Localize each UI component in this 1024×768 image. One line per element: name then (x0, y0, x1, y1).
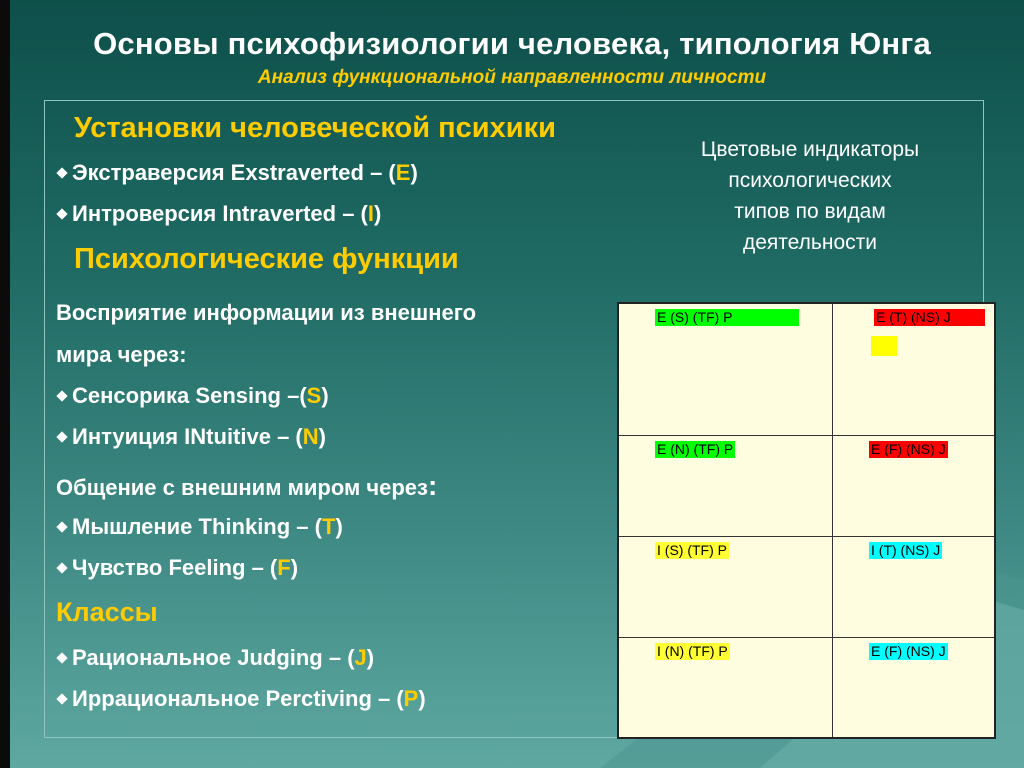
letter-i: I (367, 201, 374, 226)
heading-classes: Классы (56, 597, 158, 627)
bullet-text: Чувство Feeling – ( (72, 555, 278, 580)
bullet-extraversion (56, 160, 418, 186)
grid-cell-r1c2: E (T) (NS) J (874, 309, 985, 326)
note-line-4: деятельности (743, 231, 877, 254)
grid-cell-r4c1: I (N) (TF) P (657, 643, 728, 659)
bullet-end: ) (290, 555, 299, 580)
bullet-end: ) (418, 686, 426, 711)
bullet-end: ) (366, 645, 375, 670)
note-line-1: Цветовые индикаторы (700, 138, 920, 161)
letter-n: N (302, 424, 319, 449)
bullet-text: Мышление Thinking – ( (72, 514, 322, 539)
bullet-text: Иррациональное Perctiving – ( (72, 686, 404, 711)
diamond-icon (56, 693, 67, 704)
grid-cell-r2c2: E (F) (NS) J (871, 441, 946, 457)
bullet-text: Сенсорика Sensing –( (72, 383, 307, 408)
grid-divider-row-3 (619, 637, 994, 638)
bullet-end: ) (321, 383, 329, 408)
diamond-icon (56, 390, 67, 401)
bullet-perceiving (56, 686, 426, 712)
bullet-text: Рациональное Judging – ( (72, 645, 355, 670)
grid-cell-r3c1: I (S) (TF) P (657, 542, 727, 558)
letter-t: T (321, 514, 336, 539)
bullet-intuitive (56, 424, 326, 450)
diamond-icon (56, 652, 67, 663)
grid-cell-r1c1: E (S) (TF) P (655, 309, 799, 326)
letter-e: E (395, 160, 411, 185)
bullet-introversion (56, 201, 381, 227)
diamond-icon (56, 521, 67, 532)
color-indicators-note (660, 134, 960, 258)
letter-f: F (277, 555, 291, 580)
bullet-end: ) (410, 160, 418, 185)
bullet-end: ) (335, 514, 343, 539)
communication-text: Общение с внешним миром через (56, 475, 428, 500)
diamond-icon (56, 562, 67, 573)
bullet-text: Интроверсия Intraverted – ( (72, 201, 368, 226)
bullet-sensing (56, 383, 329, 409)
letter-p: P (403, 686, 419, 711)
bullet-end: ) (374, 201, 382, 226)
yellow-indicator-block (871, 336, 897, 356)
slide-title: Основы психофизиологии человека, типология Юнга (93, 26, 931, 61)
diamond-icon (56, 431, 67, 442)
letter-j: J (354, 645, 367, 670)
bullet-text: Интуиция INtuitive – ( (72, 424, 303, 449)
perception-line-2: мира через: (56, 342, 187, 367)
grid-cell-r4c2: E (F) (NS) J (871, 643, 946, 659)
bullet-judging (56, 645, 374, 671)
grid-divider-vertical (832, 304, 833, 737)
heading-functions: Психологические функции (74, 243, 459, 275)
communication-line (56, 470, 437, 502)
bullet-feeling (56, 555, 298, 581)
bullet-thinking (56, 514, 343, 540)
perception-line-1: Восприятие информации из внешнего (56, 300, 477, 325)
type-grid (617, 302, 996, 739)
grid-cell-r2c1: E (N) (TF) P (657, 441, 734, 457)
slide-subtitle: Анализ функциональной направленности личности (257, 67, 767, 88)
diamond-icon (56, 208, 67, 219)
note-line-3: типов по видам (734, 200, 886, 223)
diamond-icon (56, 167, 67, 178)
bullet-text: Экстраверсия Exstraverted – ( (72, 160, 396, 185)
letter-s: S (306, 383, 322, 408)
communication-colon: : (427, 470, 438, 501)
grid-divider-row-2 (619, 536, 994, 537)
note-line-2: психологических (728, 169, 892, 192)
grid-divider-row-1 (619, 435, 994, 436)
grid-cell-r3c2: I (T) (NS) J (871, 542, 941, 558)
bullet-end: ) (318, 424, 326, 449)
heading-attitudes: Установки человеческой психики (74, 112, 556, 144)
